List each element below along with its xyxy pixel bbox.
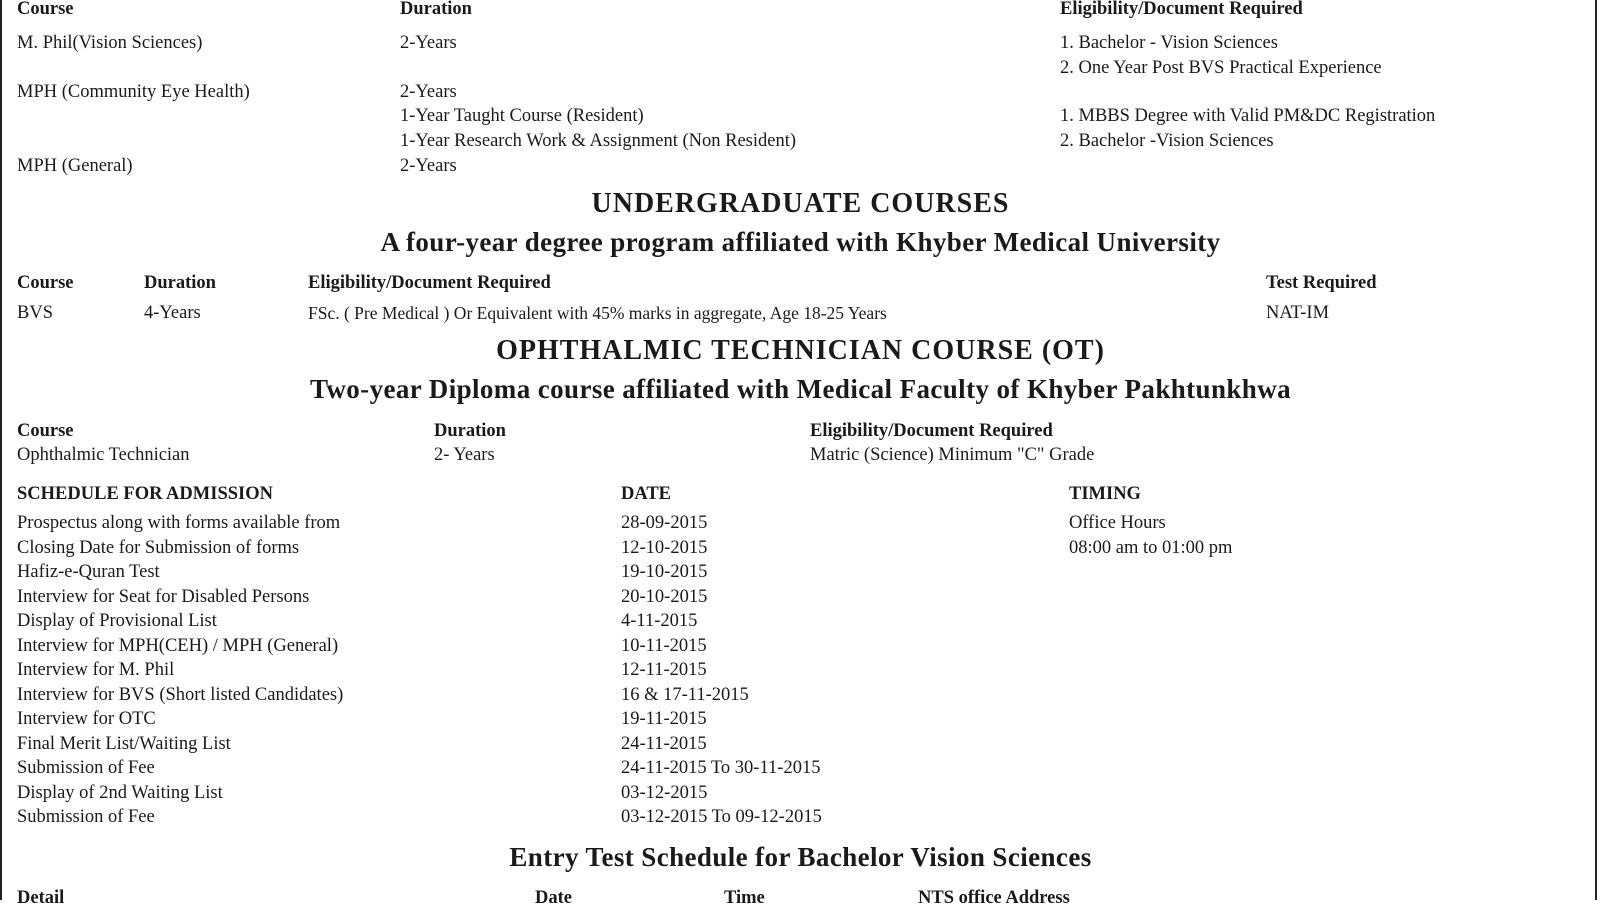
pg-mphceh-duration: 2-Years	[400, 82, 457, 102]
ot-duration: 2- Years	[434, 445, 495, 465]
ug-duration: 4-Years	[144, 303, 201, 323]
schedule-date: 12-11-2015	[621, 660, 707, 680]
schedule-event: Display of Provisional List	[17, 611, 217, 631]
schedule-date: 28-09-2015	[621, 513, 708, 533]
undergrad-title: UNDERGRADUATE COURSES	[591, 188, 1010, 219]
ot-eligibility: Matric (Science) Minimum "C" Grade	[810, 445, 1095, 465]
ug-header-duration: Duration	[144, 273, 216, 293]
entry-header-time: Time	[724, 888, 765, 908]
pg-mphgen-duration: 2-Years	[400, 156, 457, 176]
entry-test-title: Entry Test Schedule for Bachelor Vision Sciences	[509, 842, 1092, 872]
schedule-event: Interview for MPH(CEH) / MPH (General)	[17, 636, 339, 656]
schedule-event: Final Merit List/Waiting List	[17, 734, 231, 754]
pg-mphil-course: M. Phil(Vision Sciences)	[17, 33, 203, 53]
schedule-header-date: DATE	[621, 484, 672, 504]
schedule-event: Interview for BVS (Short listed Candidates)	[17, 685, 344, 705]
ot-header-course: Course	[17, 421, 74, 441]
pg-mphil-elig-2: 2. One Year Post BVS Practical Experience	[1060, 58, 1382, 78]
schedule-date: 03-12-2015	[621, 783, 708, 803]
pg-header-duration: Duration	[400, 0, 472, 19]
ot-course: Ophthalmic Technician	[17, 445, 190, 465]
pg-mphceh-course: MPH (Community Eye Health)	[17, 82, 250, 102]
schedule-header-timing: TIMING	[1069, 484, 1141, 504]
ot-header-eligibility: Eligibility/Document Required	[810, 421, 1053, 441]
schedule-date: 16 & 17-11-2015	[621, 685, 749, 705]
entry-header-detail: Detail	[17, 888, 65, 908]
schedule-date: 19-11-2015	[621, 709, 707, 729]
schedule-event: Interview for OTC	[17, 709, 156, 729]
undergrad-subtitle: A four-year degree program affiliated with Khyber Medical University	[380, 227, 1221, 257]
schedule-date: 03-12-2015 To 09-12-2015	[621, 807, 822, 827]
ug-header-eligibility: Eligibility/Document Required	[308, 273, 551, 293]
pg-mphil-elig-1: 1. Bachelor - Vision Sciences	[1060, 33, 1278, 53]
schedule-date: 20-10-2015	[621, 587, 708, 607]
schedule-date: 12-10-2015	[621, 538, 708, 558]
ot-header-duration: Duration	[434, 421, 506, 441]
schedule-event: Closing Date for Submission of forms	[17, 538, 300, 558]
pg-mphceh-elig-2: 2. Bachelor -Vision Sciences	[1060, 131, 1274, 151]
schedule-event: Hafiz-e-Quran Test	[17, 562, 160, 582]
pg-header-course: Course	[17, 0, 74, 19]
schedule-date: 4-11-2015	[621, 611, 698, 631]
schedule-event: Interview for M. Phil	[17, 660, 175, 680]
schedule-event: Submission of Fee	[17, 758, 155, 778]
pg-mphceh-elig-1: 1. MBBS Degree with Valid PM&DC Registration	[1060, 106, 1436, 126]
schedule-date: 19-10-2015	[621, 562, 708, 582]
ug-test: NAT-IM	[1266, 303, 1330, 323]
schedule-date: 24-11-2015	[621, 734, 707, 754]
ug-header-course: Course	[17, 273, 74, 293]
schedule-header-event: SCHEDULE FOR ADMISSION	[17, 484, 273, 504]
pg-mphceh-detail-1: 1-Year Taught Course (Resident)	[400, 106, 644, 126]
ot-subtitle: Two-year Diploma course affiliated with Medical Faculty of Khyber Pakhtunkhwa	[309, 374, 1292, 404]
schedule-event: Submission of Fee	[17, 807, 155, 827]
schedule-event: Display of 2nd Waiting List	[17, 783, 223, 803]
pg-header-eligibility: Eligibility/Document Required	[1060, 0, 1303, 19]
ug-header-test: Test Required	[1266, 273, 1377, 293]
ot-title: OPHTHALMIC TECHNICIAN COURSE (OT)	[496, 335, 1105, 366]
entry-header-date: Date	[535, 888, 572, 908]
schedule-event: Interview for Seat for Disabled Persons	[17, 587, 310, 607]
pg-mphil-duration: 2-Years	[400, 33, 457, 53]
schedule-timing-1: Office Hours	[1069, 513, 1166, 533]
schedule-date: 10-11-2015	[621, 636, 707, 656]
pg-mphceh-detail-2: 1-Year Research Work & Assignment (Non Resident)	[400, 131, 797, 151]
ug-eligibility: FSc. ( Pre Medical ) Or Equivalent with 45% marks in aggregate, Age 18-25 Years	[308, 303, 887, 323]
ug-course: BVS	[17, 303, 53, 323]
pg-mphgen-course: MPH (General)	[17, 156, 133, 176]
schedule-timing-2: 08:00 am to 01:00 pm	[1069, 538, 1233, 558]
entry-header-address: NTS office Address	[918, 888, 1070, 908]
schedule-date: 24-11-2015 To 30-11-2015	[621, 758, 821, 778]
schedule-event: Prospectus along with forms available from	[17, 513, 341, 533]
